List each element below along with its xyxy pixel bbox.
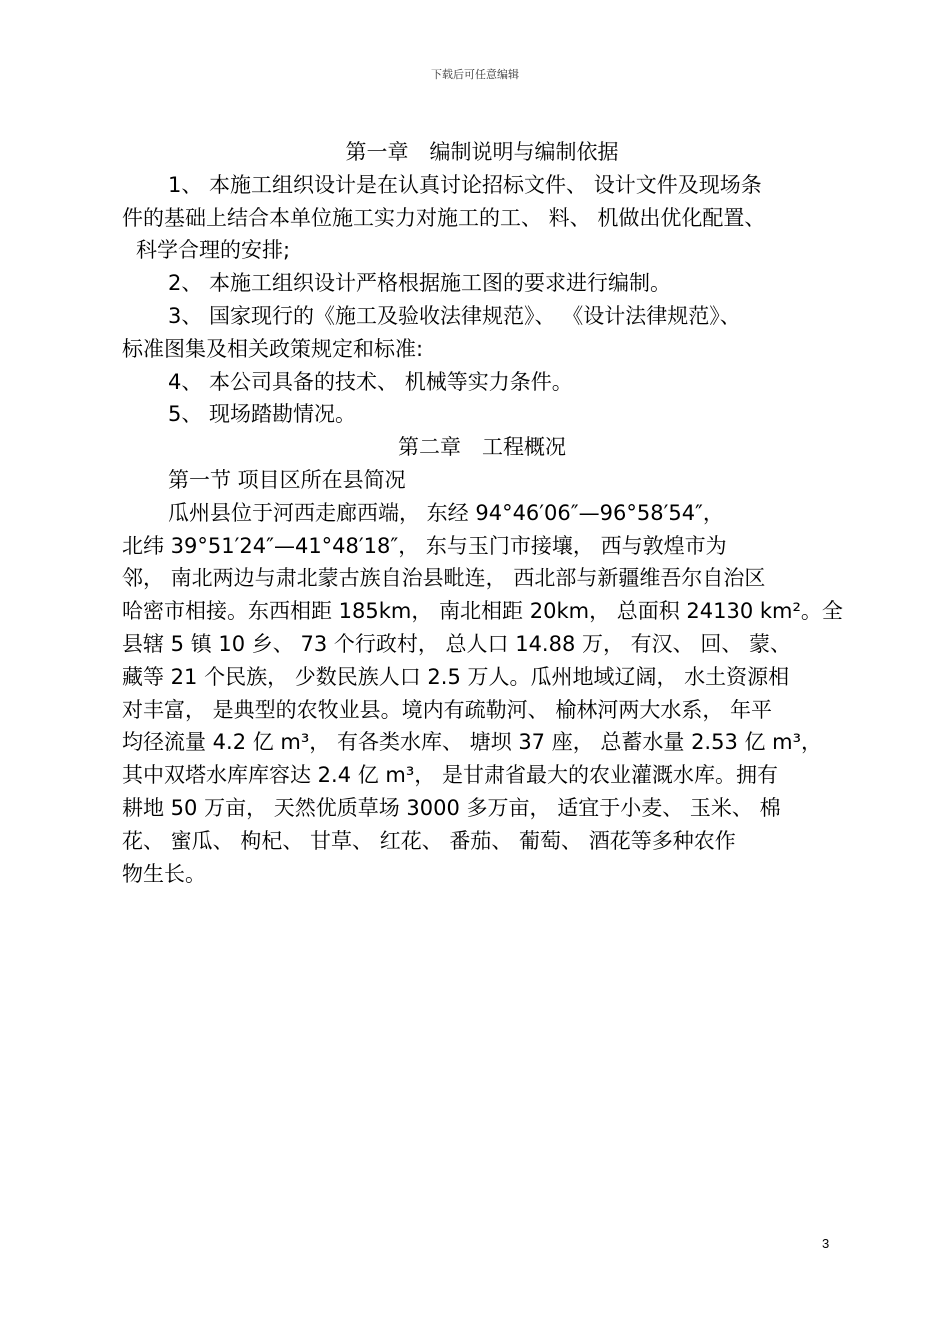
paragraph-line: 标准图集及相关政策规定和标准:	[122, 336, 424, 361]
paragraph-line: 县辖 5 镇 10 乡、 73 个行政村， 总人口 14.88 万， 有汉、 回、 蒙、	[122, 631, 792, 656]
paragraph-line: 3、 国家现行的《施工及验收法律规范》、 《设计法律规范》、	[168, 303, 741, 328]
paragraph-line: 耕地 50 万亩， 天然优质草场 3000 多万亩， 适宜于小麦、 玉米、 棉	[122, 795, 781, 820]
paragraph-line: 物生长。	[122, 861, 206, 886]
paragraph-line: 科学合理的安排;	[136, 238, 291, 263]
paragraph-line: 藏等 21 个民族， 少数民族人口 2.5 万人。瓜州地域辽阔， 水土资源相	[122, 664, 790, 689]
page-number: 3	[822, 1236, 830, 1251]
paragraph-line: 邻， 南北两边与肃北蒙古族自治县毗连， 西北部与新疆维吾尔自治区	[122, 566, 766, 591]
paragraph-line: 北纬 39°51′24″—41°48′18″， 东与玉门市接壤， 西与敦煌市为	[122, 533, 727, 558]
paragraph-line: 4、 本公司具备的技术、 机械等实力条件。	[168, 369, 573, 394]
paragraph-line: 5、 现场踏勘情况。	[168, 402, 357, 427]
paragraph-line: 对丰富， 是典型的农牧业县。境内有疏勒河、 榆林河两大水系， 年平	[122, 697, 773, 722]
heading-chapter-2: 第二章 工程概况	[398, 435, 566, 460]
paragraph-line: 哈密市相接。东西相距 185km， 南北相距 20km， 总面积 24130 km²。全	[122, 599, 843, 624]
paragraph-line: 瓜州县位于河西走廊西端， 东经 94°46′06″—96°58′54″，	[168, 500, 724, 525]
section-heading: 第一节 项目区所在县简况	[168, 467, 406, 492]
paragraph-line: 均径流量 4.2 亿 m³， 有各类水库、 塘坝 37 座， 总蓄水量 2.53 亿 m³，	[122, 730, 823, 755]
paragraph-line: 其中双塔水库库容达 2.4 亿 m³， 是甘肃省最大的农业灌溉水库。拥有	[122, 763, 778, 788]
document-body	[122, 136, 842, 890]
heading-chapter-1: 第一章 编制说明与编制依据	[345, 140, 619, 164]
paragraph-line: 花、 蜜瓜、 枸杞、 甘草、 红花、 番茄、 葡萄、 酒花等多种农作	[122, 828, 736, 853]
header-note: 下载后可任意编辑	[431, 68, 519, 81]
paragraph-line: 2、 本施工组织设计严格根据施工图的要求进行编制。	[168, 271, 672, 296]
paragraph-line: 件的基础上结合本单位施工实力对施工的工、 料、 机做出优化配置、	[122, 205, 766, 230]
paragraph-line: 1、 本施工组织设计是在认真讨论招标文件、 设计文件及现场条	[168, 172, 762, 197]
